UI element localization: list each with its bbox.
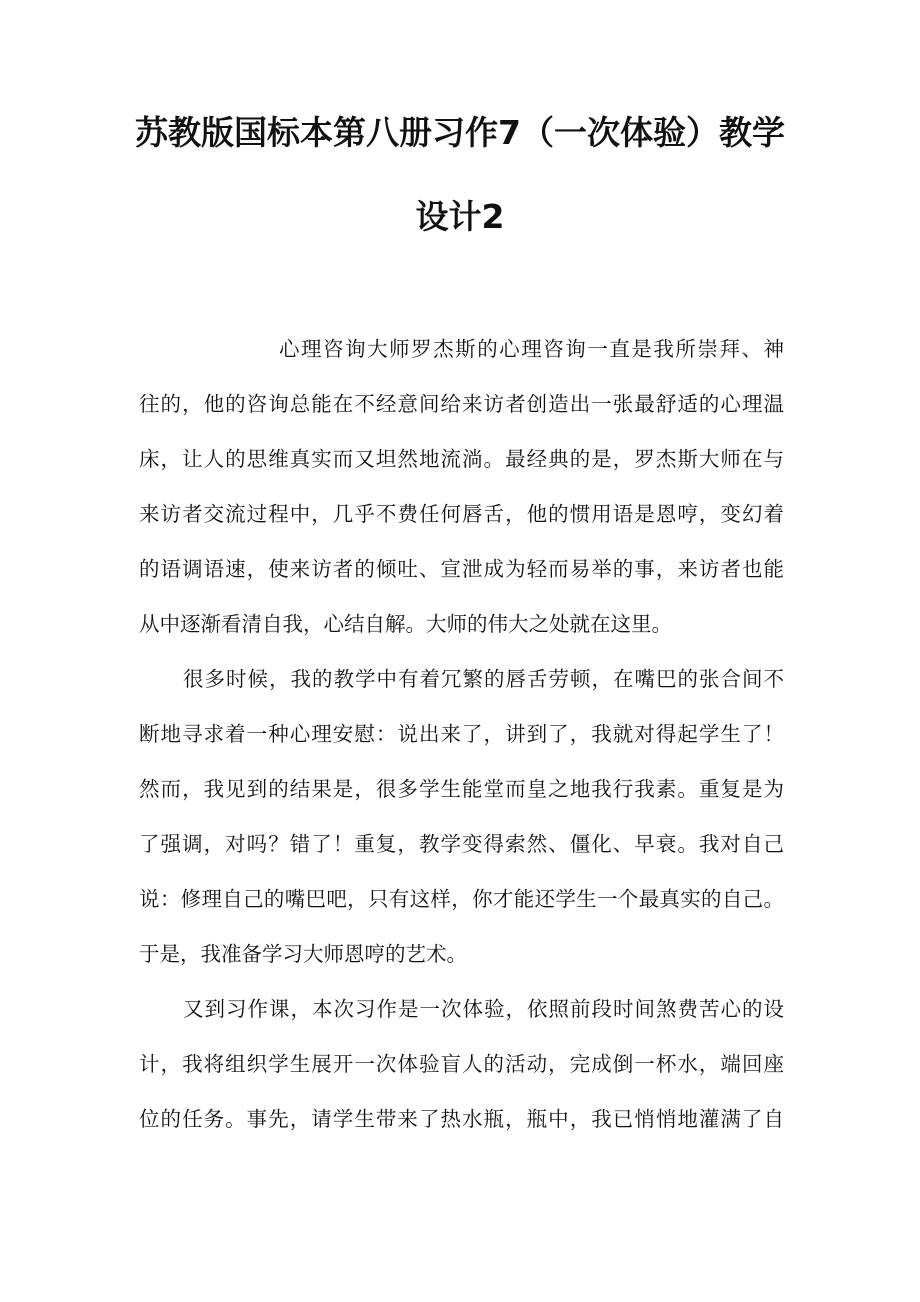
paragraph-3-line-2: 计，我将组织学生展开一次体验盲人的活动，完成倒一杯水，端回座 <box>139 1052 784 1076</box>
paragraph-2-line-1: 很多时候，我的教学中有着冗繁的唇舌劳顿，在嘴巴的张合间不 <box>183 667 784 691</box>
document-title-line-1: 苏教版国标本第八册习作7（一次体验）教学 <box>135 113 785 152</box>
paragraph-1-line-1: 心理咨询大师罗杰斯的心理咨询一直是我所崇拜、神 <box>279 337 784 361</box>
paragraph-1-line-3: 床，让人的思维真实而又坦然地流淌。最经典的是，罗杰斯大师在与 <box>139 447 784 471</box>
document-title-line-2: 设计2 <box>415 197 505 236</box>
paragraph-1-line-5: 的语调语速，使来访者的倾吐、宣泄成为轻而易举的事，来访者也能 <box>139 557 784 581</box>
paragraph-1-line-6: 从中逐渐看清自我，心结自解。大师的伟大之处就在这里。 <box>139 612 672 636</box>
paragraph-1-line-2: 往的，他的咨询总能在不经意间给来访者创造出一张最舒适的心理温 <box>139 392 784 416</box>
paragraph-2-line-3: 然而，我见到的结果是，很多学生能堂而皇之地我行我素。重复是为 <box>139 777 784 801</box>
paragraph-3-line-1: 又到习作课，本次习作是一次体验，依照前段时间煞费苦心的设 <box>183 997 784 1021</box>
paragraph-1-line-4: 来访者交流过程中，几乎不费任何唇舌，他的惯用语是恩哼，变幻着 <box>139 502 784 526</box>
paragraph-2-line-4: 了强调，对吗？错了！重复，教学变得索然、僵化、早衰。我对自己 <box>139 832 784 856</box>
paragraph-3-line-3: 位的任务。事先，请学生带来了热水瓶，瓶中，我已悄悄地灌满了自 <box>139 1107 784 1131</box>
paragraph-2-line-5: 说：修理自己的嘴巴吧，只有这样，你才能还学生一个最真实的自己。 <box>139 887 784 911</box>
paragraph-2-line-2: 断地寻求着一种心理安慰：说出来了，讲到了，我就对得起学生了！ <box>139 722 784 746</box>
paragraph-2-line-6: 于是，我准备学习大师恩哼的艺术。 <box>139 942 467 966</box>
